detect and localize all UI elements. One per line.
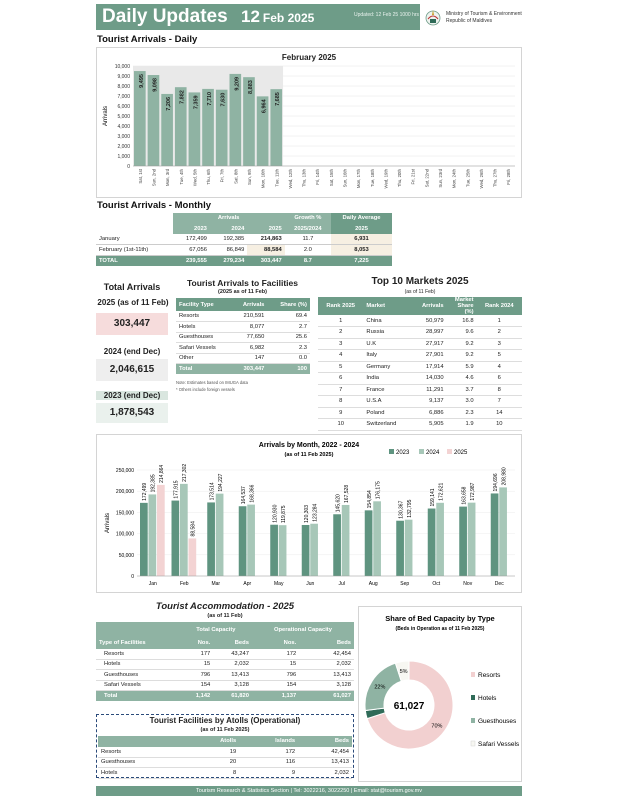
table-row: January 172,499 192,385 214,863 11.7 6,931 [96, 234, 392, 245]
y-tick-label: 200,000 [115, 489, 134, 496]
x-tick-label: Wed, 26th [478, 169, 484, 189]
pie-legend-label: Hotels [478, 695, 497, 702]
table-row: Resorts 177 43,247 172 42,454 [96, 649, 354, 660]
facilities-footnote: * Others include foreign vessels [176, 387, 235, 392]
accommodation-col-obeds: Beds [336, 640, 351, 647]
x-tick-label: Wed, 19th [383, 169, 389, 189]
monthly-bar-label: 159,141 [429, 488, 436, 507]
y-tick-label: 0 [131, 574, 134, 580]
y-tick-label: 1,000 [117, 154, 130, 160]
atolls-title: Tourist Facilities by Atolls (Operational) [149, 716, 301, 725]
monthly-bar-2023 [365, 510, 373, 576]
ministry-country: Republic of Maldives [446, 18, 493, 24]
x-tick-label: Mar [211, 581, 221, 587]
x-tick-label: Sat, 8th [233, 169, 239, 184]
table-row: 5 Germany 17,914 5.9 4 [318, 361, 522, 373]
legend-swatch [389, 449, 394, 454]
monthly-bar-2025 [157, 485, 165, 576]
daily-bar-label: 6,964 [261, 99, 268, 114]
total-2023-label: 2023 (end Dec) [96, 391, 168, 400]
pie-slice-label: 70% [431, 723, 443, 730]
table-row: Guesthouses 796 13,413 796 13,413 [96, 670, 354, 681]
monthly-chart-title: Arrivals by Month, 2022 - 2024 [258, 442, 360, 449]
y-tick-label: 6,000 [117, 104, 130, 110]
pie-legend-swatch [471, 741, 475, 746]
y-tick-label: 8,000 [117, 84, 130, 90]
x-tick-label: Wed, 5th [192, 169, 198, 187]
x-tick-label: Feb [179, 581, 189, 587]
monthly-bar-label: 194,227 [217, 473, 224, 492]
total-2024-label: 2024 (end Dec) [103, 347, 161, 356]
monthly-bar-2023 [396, 521, 404, 576]
table-total-row: Total 1,142 61,820 1,137 61,027 [96, 691, 354, 702]
legend-label: 2025 [454, 450, 468, 456]
monthly-head-daily: Daily Average [331, 213, 392, 224]
pie-slice-label: 22% [374, 684, 386, 691]
table-row: 8 U.S.A 9,137 3.0 7 [318, 396, 522, 408]
monthly-bar-2023 [302, 525, 310, 576]
y-tick-label: 0 [127, 164, 130, 170]
x-tick-label: Mon, 10th [260, 169, 266, 189]
monthly-bar-2024 [310, 524, 318, 576]
pie-title: Share of Bed Capacity by Type [385, 614, 495, 623]
y-tick-label: 4,000 [117, 124, 130, 130]
y-tick-label: 10,000 [114, 64, 130, 70]
y-tick-label: 7,000 [117, 94, 130, 100]
legend-label: 2024 [426, 450, 440, 456]
x-tick-label: Fri, 14th [315, 169, 321, 185]
monthly-bar-2023 [239, 506, 247, 576]
monthly-bar-label: 167,528 [343, 484, 350, 503]
atolls-subtitle: (as of 11 Feb 2025) [200, 727, 250, 733]
monthly-bar-label: 168,366 [249, 484, 256, 503]
daily-bar-label: 7,685 [275, 92, 282, 106]
accommodation-head-operational: Operational Capacity [273, 627, 332, 633]
monthly-bar-label: 172,499 [142, 482, 149, 501]
monthly-col-2023: 2023 [194, 225, 207, 232]
monthly-head-growth: Growth % [294, 215, 322, 222]
daily-bar-label: 7,359 [193, 95, 200, 110]
table-row: 7 France 11,291 3.7 8 [318, 384, 522, 396]
accommodation-subtitle: (as of 11 Feb) [207, 613, 243, 619]
x-tick-label: Dec [494, 581, 504, 587]
markets-col-rank: Rank 2025 [326, 303, 356, 309]
monthly-bar-2023 [491, 493, 499, 576]
monthly-bar-label: 177,915 [173, 480, 180, 499]
monthly-bar-label: 130,367 [398, 500, 405, 519]
monthly-bar-label: 163,658 [461, 486, 468, 505]
total-2025-label: 2025 (as of 11 Feb) [97, 298, 169, 307]
daily-arrivals-chart [97, 48, 521, 197]
monthly-arrivals-chart [97, 435, 521, 592]
pie-legend-swatch [471, 672, 475, 677]
pie-legend-label: Resorts [478, 672, 501, 679]
monthly-bar-label: 176,175 [375, 481, 382, 500]
x-tick-label: Thu, 6th [206, 169, 212, 185]
legend-swatch [447, 449, 452, 454]
accommodation-head-total: Total Capacity [196, 627, 236, 633]
x-tick-label: Sep [400, 581, 410, 587]
accommodation-col-onos: Nos. [283, 640, 297, 647]
daily-chart-panel [96, 47, 522, 198]
x-tick-label: Tue, 18th [369, 169, 375, 187]
pie-center-value: 61,027 [393, 701, 425, 712]
monthly-bar-label: 120,303 [303, 504, 310, 523]
x-tick-label: Sat, 22nd [424, 169, 430, 188]
daily-bar-label: 7,882 [179, 90, 186, 104]
pie-subtitle: (Beds in Operation as of 11 Feb 2025) [395, 626, 485, 632]
table-row: 3 U.K 27,917 9.2 3 [318, 338, 522, 350]
monthly-bar-2024 [180, 484, 188, 576]
table-row: Hotels 8 9 2,032 [98, 768, 352, 779]
table-row: Guesthouses 20 116 13,413 [98, 757, 352, 768]
x-tick-label: Nov [463, 581, 473, 587]
daily-y-axis-label: Arrivals [103, 105, 109, 127]
monthly-bar-2023 [207, 502, 215, 576]
markets-col-share: Market Share (%) [454, 297, 474, 315]
ministry-name: Ministry of Tourism & Environment [446, 11, 522, 17]
facilities-subtitle: (2025 as of 11 Feb) [218, 289, 267, 295]
monthly-bar-label: 214,864 [159, 464, 166, 483]
x-tick-label: Jul [338, 581, 345, 587]
monthly-bar-label: 172,621 [438, 482, 445, 501]
facilities-col-arrivals: Arrivals [242, 301, 265, 308]
y-tick-label: 150,000 [115, 510, 134, 517]
x-tick-label: May [274, 581, 284, 587]
monthly-bar-2023 [270, 525, 278, 576]
daily-bar-label: 7,630 [220, 92, 227, 107]
monthly-bar-2024 [342, 505, 350, 576]
updated-stamp: Updated: 12 Feb 25 1000 hrs [354, 12, 420, 18]
x-tick-label: Jan [148, 581, 157, 587]
monthly-bar-2024 [405, 520, 413, 576]
table-row: 10 Switzerland 5,905 1.9 10 [318, 419, 522, 431]
daily-bar-label: 9,495 [138, 74, 145, 88]
monthly-bar-label: 208,980 [501, 467, 508, 486]
monthly-y-axis-label: Arrivals [105, 512, 111, 534]
table-row: 2 Russia 28,997 9.6 2 [318, 327, 522, 339]
monthly-bar-2024 [247, 505, 255, 576]
monthly-bar-label: 123,284 [312, 503, 319, 522]
pie-slice-label: 5% [399, 668, 408, 675]
facilities-col-share: Share (%) [280, 301, 307, 308]
table-row: 4 Italy 27,901 9.2 5 [318, 350, 522, 362]
y-tick-label: 100,000 [115, 531, 134, 538]
monthly-bar-label: 172,987 [469, 482, 476, 501]
pie-legend-label: Guesthouses [478, 718, 517, 725]
monthly-bar-2025 [189, 538, 197, 576]
pie-legend-label: Safari Vessels [478, 741, 520, 748]
atolls-col-atolls: Atolls [220, 738, 237, 745]
total-2024-value: 2,046,615 [96, 359, 168, 381]
x-tick-label: Sun, 2nd [151, 169, 157, 187]
monthly-bar-label: 145,620 [335, 494, 342, 513]
x-tick-label: Tue, 4th [178, 169, 184, 185]
monthly-bar-2024 [468, 503, 476, 576]
x-tick-label: Tue, 11th [274, 169, 280, 187]
monthly-chart-panel [96, 434, 522, 593]
table-row: Safari Vessels 6,982 2.3 [176, 343, 310, 354]
legend-swatch [419, 449, 424, 454]
table-row: Hotels 15 2,032 15 2,032 [96, 659, 354, 670]
facilities-col-type: Facility Type [179, 301, 214, 308]
y-tick-label: 3,000 [117, 134, 130, 140]
x-tick-label: Mon, 17th [356, 169, 362, 189]
monthly-bar-2024 [499, 487, 507, 576]
section-title-monthly: Tourist Arrivals - Monthly [97, 200, 212, 211]
monthly-chart-subtitle: (as of 11 Feb 2025) [284, 452, 334, 458]
monthly-bar-2023 [140, 503, 148, 576]
bed-share-panel [358, 606, 522, 782]
table-row: Guesthouses 77,650 25.6 [176, 332, 310, 343]
monthly-table [96, 213, 392, 266]
table-row: Hotels 8,077 2.7 [176, 322, 310, 333]
table-total-row: Total 303,447 100 [176, 364, 310, 375]
daily-bar-label: 7,710 [207, 91, 214, 106]
monthly-bar-label: 88,584 [190, 521, 197, 537]
date-day [241, 7, 314, 27]
y-tick-label: 5,000 [117, 114, 130, 120]
markets-title: Top 10 Markets 2025 [371, 276, 469, 287]
monthly-bar-2024 [216, 494, 224, 576]
table-row: 6 India 14,030 4.6 6 [318, 373, 522, 385]
emblem-icon [422, 6, 444, 28]
legend-label: 2023 [396, 450, 410, 456]
atolls-col-beds: Beds [334, 738, 349, 745]
page-title: Daily Updates [102, 6, 228, 27]
table-row: Resorts 19 172 42,454 [98, 747, 352, 758]
accommodation-table [96, 622, 354, 701]
atolls-table [98, 736, 352, 779]
monthly-bar-label: 132,795 [406, 499, 413, 518]
y-tick-label: 9,000 [117, 74, 130, 80]
y-tick-label: 50,000 [118, 552, 134, 559]
daily-bar-label: 8,883 [247, 80, 254, 94]
table-row: 9 Poland 6,886 2.3 14 [318, 407, 522, 419]
monthly-bar-label: 120,930 [272, 504, 279, 523]
pie-legend-swatch [471, 718, 475, 723]
section-title-daily: Tourist Arrivals - Daily [97, 34, 198, 45]
accommodation-title: Tourist Accommodation - 2025 [155, 601, 295, 612]
table-row: Other 147 0.0 [176, 353, 310, 364]
daily-chart-title: February 2025 [281, 53, 337, 62]
x-tick-label: Sun, 16th [342, 169, 348, 188]
x-tick-label: Oct [432, 581, 441, 587]
table-row: Resorts 210,591 69.4 [176, 311, 310, 322]
y-tick-label: 2,000 [117, 144, 130, 150]
monthly-col-2024: 2024 [231, 225, 245, 232]
monthly-bar-2024 [373, 501, 381, 576]
table-row: 1 China 50,979 16.8 1 [318, 315, 522, 327]
x-tick-label: Thu, 27th [492, 169, 498, 188]
x-tick-label: Thu, 20th [397, 169, 403, 188]
x-tick-label: Tue, 25th [465, 169, 471, 187]
daily-bar-label: 9,098 [152, 78, 159, 92]
total-2025-value: 303,447 [96, 313, 168, 335]
monthly-bar-label: 164,537 [240, 486, 247, 505]
x-tick-label: Wed, 12th [287, 169, 293, 189]
markets-col-rank24: Rank 2024 [484, 303, 514, 309]
facilities-title: Tourist Arrivals to Facilities [186, 278, 298, 288]
x-tick-label: Sun, 9th [246, 169, 252, 186]
table-total-row: TOTAL 239,555 279,234 303,447 8.7 7,225 [96, 255, 392, 266]
accommodation-col-nos: Nos. [197, 640, 211, 647]
monthly-bar-label: 154,854 [366, 490, 373, 509]
monthly-bar-2023 [459, 507, 467, 576]
footer-bar: Tourism Research & Statistics Section | Tel: 3022216, 3022250 | Email: stat@tourism.gov.mv [96, 786, 522, 796]
x-tick-label: Mon, 3rd [165, 169, 171, 186]
facilities-table [176, 298, 310, 374]
accommodation-col-beds: Beds [234, 640, 249, 647]
y-tick-label: 250,000 [115, 468, 134, 474]
markets-col-arrivals: Arrivals [421, 303, 444, 309]
facilities-note: Note: Estimates based on IMUGA data [176, 380, 248, 385]
daily-bar-label: 7,206 [166, 96, 173, 111]
x-tick-label: Fri, 28th [506, 169, 512, 185]
date-day-number: 12 [241, 7, 260, 26]
x-tick-label: Sat, 15th [328, 169, 334, 187]
bed-share-chart [359, 607, 521, 781]
monthly-bar-label: 173,514 [209, 482, 216, 501]
pie-legend-swatch [471, 695, 475, 700]
x-tick-label: Apr [243, 581, 252, 587]
monthly-head-arrivals: Arrivals [173, 213, 285, 224]
x-tick-label: Sat, 1st [137, 169, 143, 184]
monthly-col-growth: 2025/2024 [294, 225, 322, 232]
monthly-bar-2023 [172, 501, 180, 576]
markets-table [318, 297, 522, 431]
accommodation-col-type: Type of Facilities [99, 640, 146, 647]
monthly-bar-2023 [428, 509, 436, 576]
table-row: February (1st-11th) 67,056 86,849 88,584 2.0 8,053 [96, 245, 392, 256]
markets-subtitle: (as of 11 Feb) [404, 289, 436, 295]
monthly-bar-label: 217,302 [182, 463, 189, 482]
ministry-block [420, 4, 522, 30]
monthly-bar-2024 [149, 494, 157, 576]
monthly-bar-2024 [436, 503, 444, 576]
monthly-bar-label: 119,875 [280, 505, 287, 524]
monthly-bar-2023 [333, 514, 341, 576]
date-month-year: Feb 2025 [262, 11, 315, 25]
x-tick-label: Fri, 21st [410, 169, 416, 185]
table-row: Safari Vessels 154 3,128 154 3,128 [96, 680, 354, 691]
x-tick-label: Fri, 7th [219, 169, 225, 183]
x-tick-label: Sun, 23rd [437, 169, 443, 188]
total-arrivals-title: Total Arrivals [103, 282, 161, 292]
monthly-bar-2024 [279, 525, 287, 576]
total-2023-value: 1,878,543 [96, 403, 168, 423]
daily-bar-label: 9,209 [234, 76, 241, 91]
x-tick-label: Mon, 24th [451, 169, 457, 189]
monthly-col-daily: 2025 [331, 224, 392, 235]
x-tick-label: Aug [368, 581, 378, 587]
markets-col-market: Market [366, 303, 386, 309]
monthly-bar-label: 194,696 [492, 473, 499, 492]
x-tick-label: Jun [306, 581, 315, 587]
monthly-col-2025: 2025 [268, 225, 282, 232]
x-tick-label: Thu, 13th [301, 169, 307, 188]
atolls-col-islands: Islands [275, 738, 296, 745]
monthly-bar-label: 192,385 [150, 474, 157, 493]
